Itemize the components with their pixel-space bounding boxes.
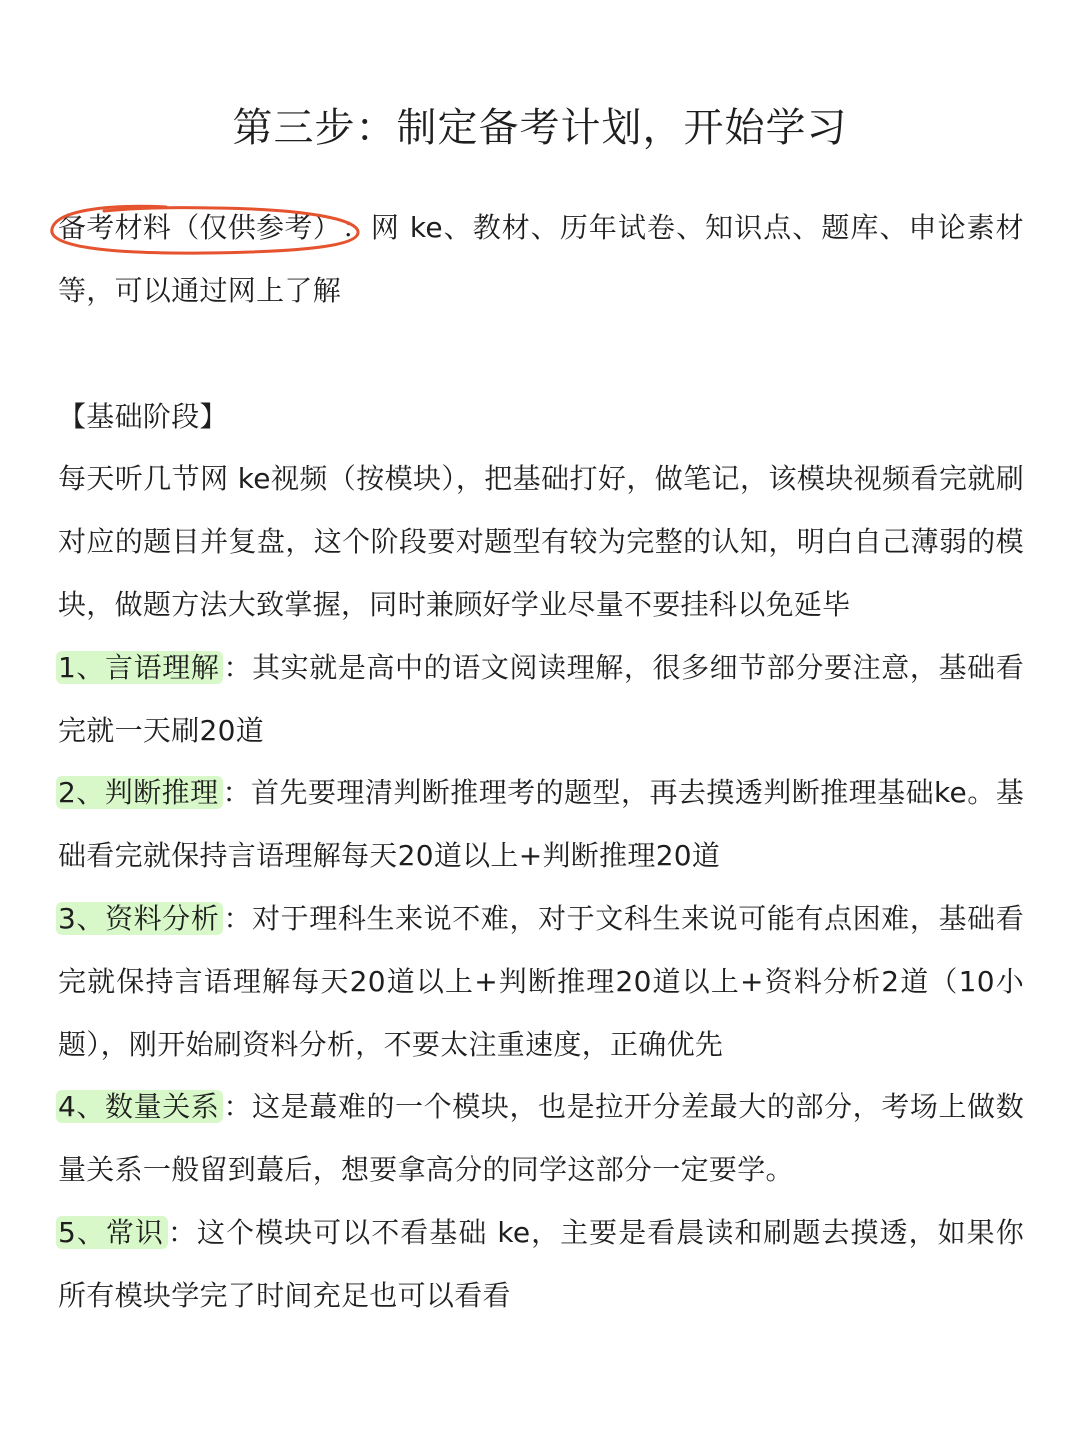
stage-heading: 【基础阶段】 [58,399,228,433]
item-label-highlight: 2、判断推理 [56,776,223,809]
page-title: 第三步：制定备考计划，开始学习 [232,105,848,151]
item-text: ：首先要理清判断推理考的题型，再去摸透判断推理基础ke。基础看完就保持言语理解每天20道以上+判断推理20道 [58,776,1024,873]
article-body [58,197,1024,1328]
materials-label-circled [58,197,341,260]
spacer [58,323,1024,386]
item-text: ：这是蕞难的一个模块，也是拉开分差最大的部分，考场上做数量关系一般留到蕞后，想要拿高分的同学这部分一定要学。 [58,1090,1024,1187]
item-label-highlight: 3、资料分析 [56,902,223,935]
item-text: ：对于理科生来说不难，对于文科生来说可能有点困难，基础看完就保持言语理解每天20道以上+判断推理20道以上+资料分析2道（10小题），刚开始刷资料分析，不要太注重速度，正确优先 [58,901,1024,1061]
item-label-highlight: 1、言语理解 [56,651,223,684]
item-text: ：其实就是高中的语文阅读理解，很多细节部分要注意，基础看完就一天刷20道 [58,650,1024,747]
materials-label: 备考材料（仅供参考） [58,211,342,244]
materials-text: ：网 ke、教材、历年试卷、知识点、题库、申论素材等，可以通过网上了解 [58,211,1024,307]
item-verbal-comprehension [58,637,1024,763]
item-quantitative-relations [58,1076,1024,1202]
item-common-sense [58,1202,1024,1328]
item-label-highlight: 4、数量关系 [56,1090,223,1123]
item-data-analysis [58,888,1024,1076]
item-text: ：这个模块可以不看基础 ke，主要是看晨读和刷题去摸透，如果你所有模块学完了时间充足也可以看看 [58,1215,1024,1312]
item-label-highlight: 5、常识 [56,1216,168,1249]
materials-paragraph [58,197,1024,323]
item-judgment-reasoning [58,762,1024,888]
stage-intro: 每天听几节网 ke视频（按模块），把基础打好，做笔记，该模块视频看完就刷对应的题目并复盘，这个阶段要对题型有较为完整的认知，明白自己薄弱的模块，做题方法大致掌握，同时兼顾好学业尽量不要挂科以免延毕 [58,462,1024,621]
